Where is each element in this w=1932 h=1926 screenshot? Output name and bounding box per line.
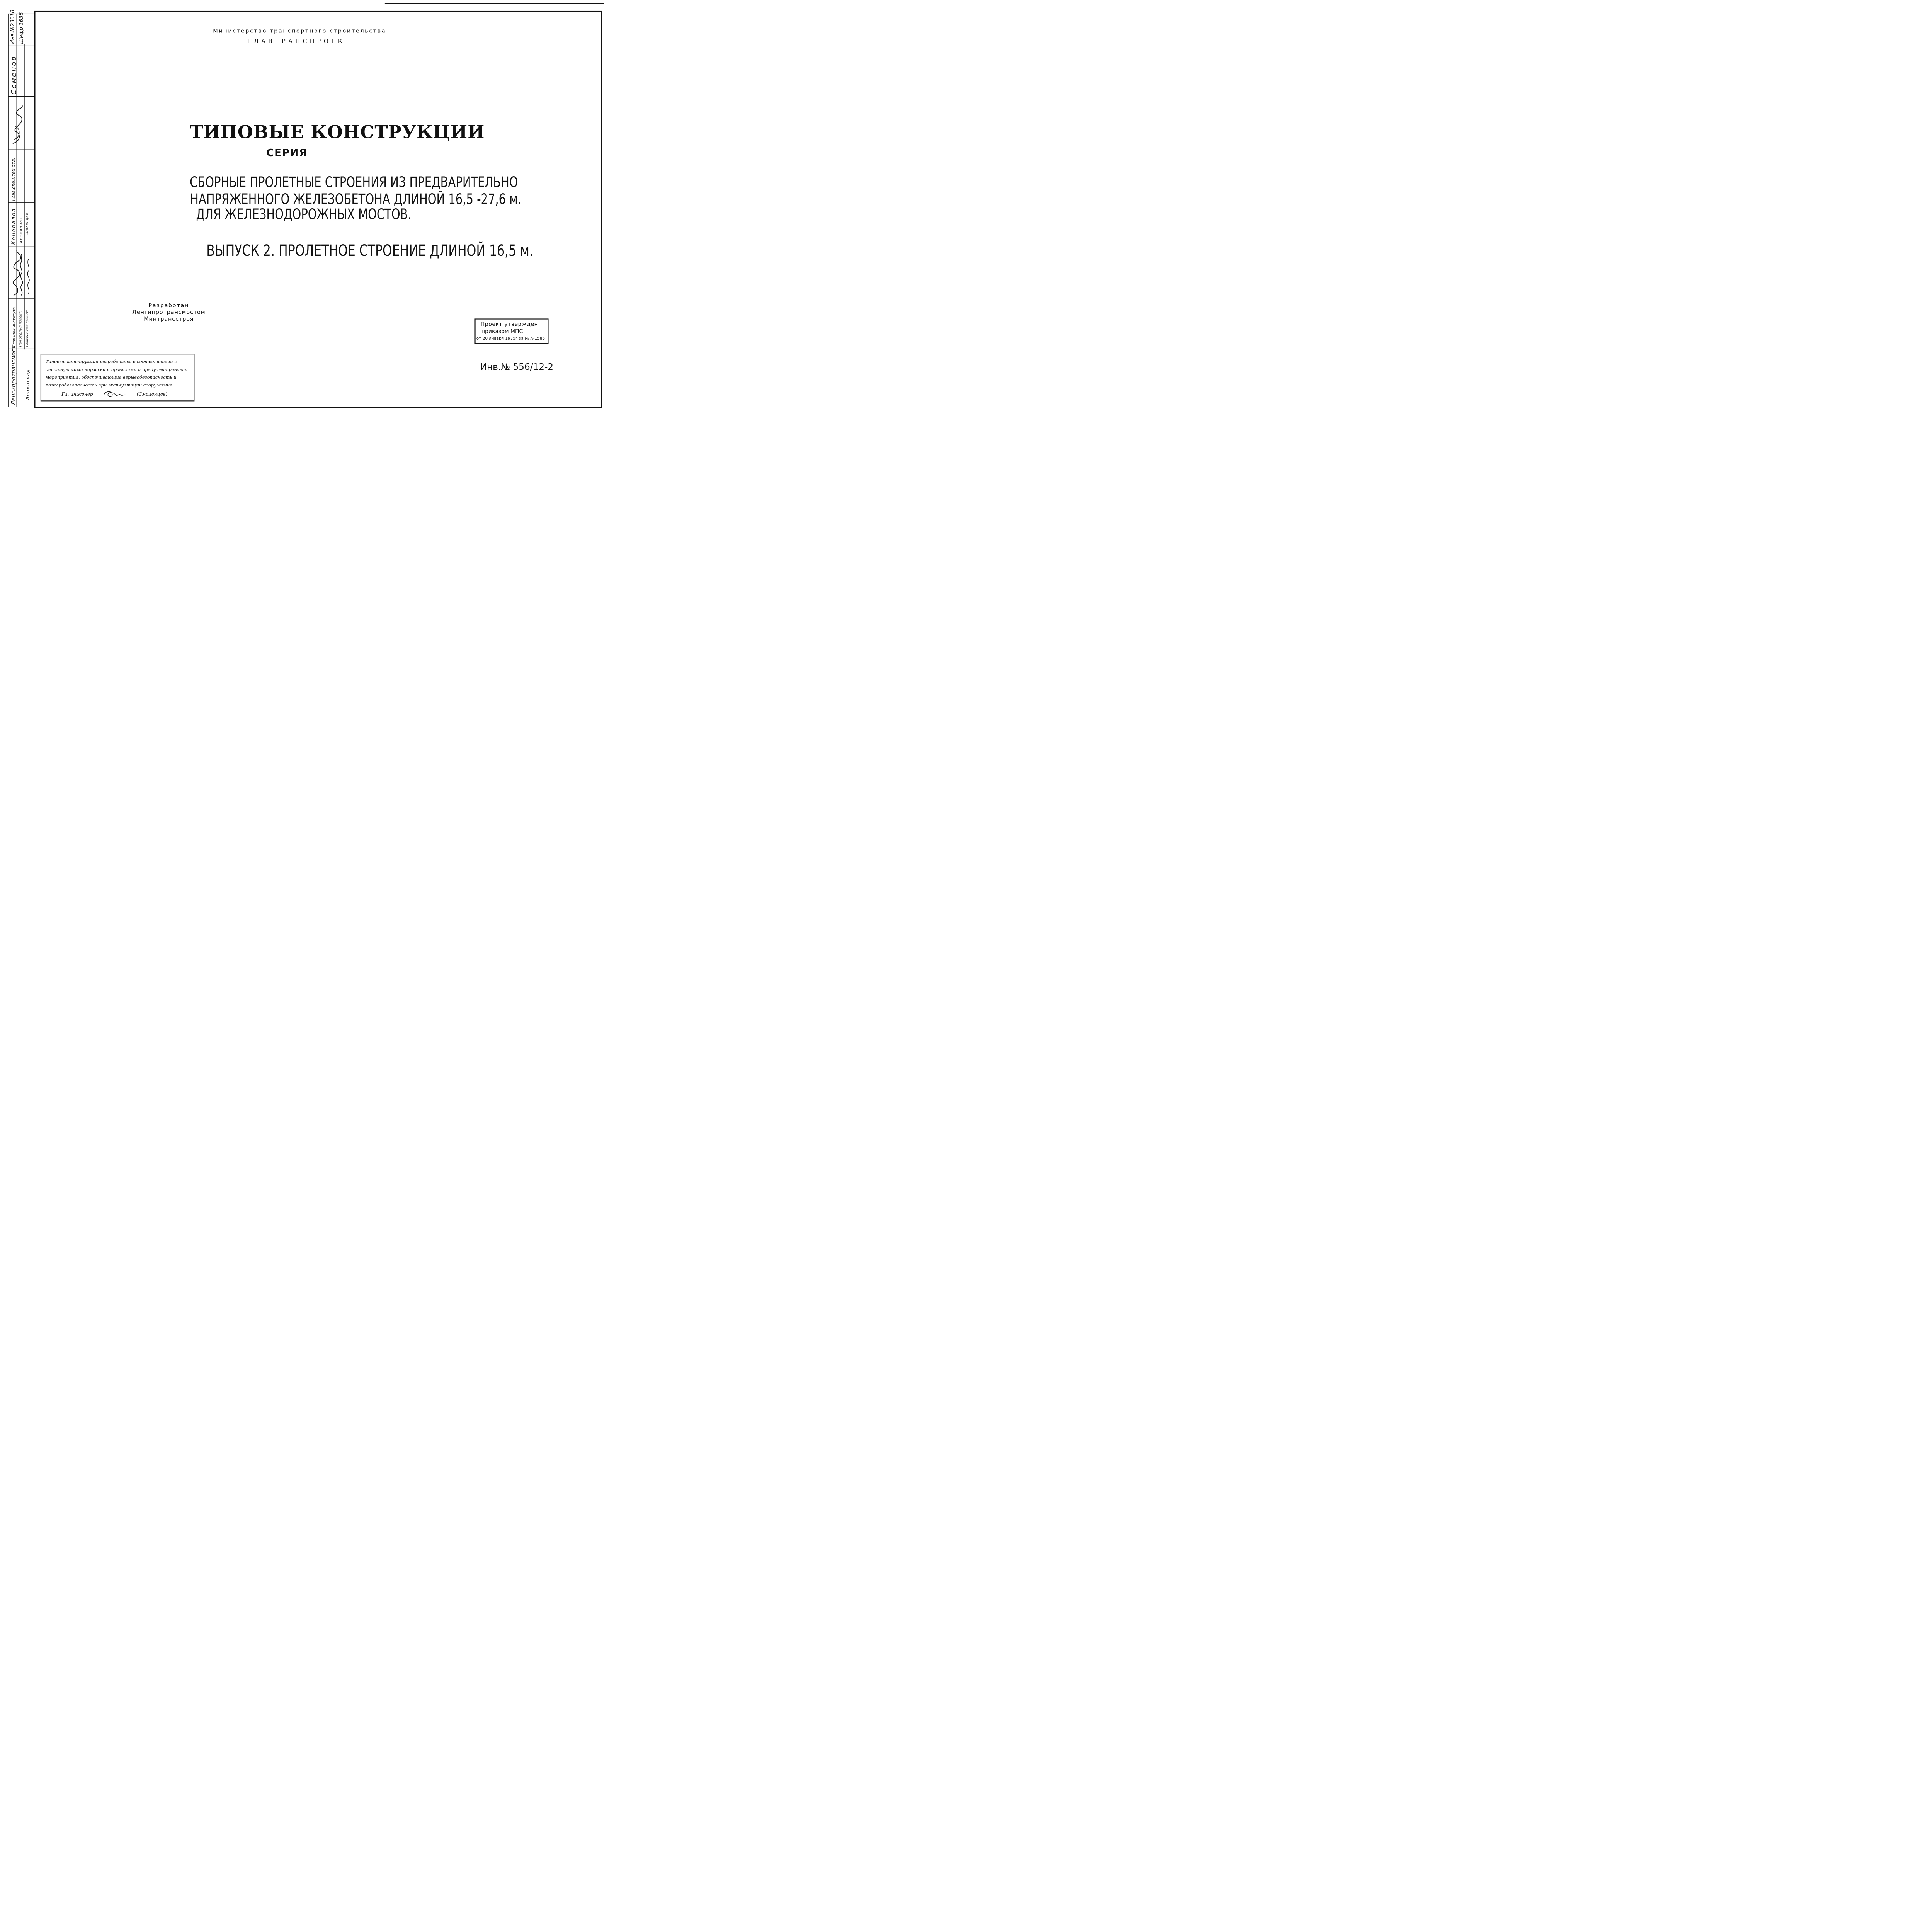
approval-line-1: Проект утвержден (480, 321, 538, 328)
page-title: ТИПОВЫЕ КОНСТРУКЦИИ (190, 121, 485, 143)
note-box (41, 354, 195, 401)
department-name: ГЛАВТРАНСПРОЕКТ (247, 37, 352, 45)
stamp-cipher: Шифр 1635 (18, 12, 24, 44)
series-line-2-wrap (143, 191, 522, 208)
stamp-signature-smolentsev (25, 257, 32, 295)
note-signer-role: Гл. инженер (61, 391, 93, 397)
note-text: Типовые конструкции разработаны в соответствии с действующими нормами и правилами и предусматривают мероприятия, обеспечивающие взрывобезопасность и пожаробезопасность при эксплуатации сооружения. (45, 359, 188, 388)
stamp-signature-artamonov (17, 253, 26, 297)
stamp-position-head-typical-design: Нач.отд.тип.проект. (18, 311, 22, 347)
drawing-sheet (0, 0, 604, 420)
approval-line-3: от 20 января 1975г за № А-1586 (476, 336, 545, 341)
approval-box (474, 318, 548, 344)
stamp-row-2 (8, 96, 35, 97)
stamp-left-border (8, 14, 9, 407)
stamp-signature-semenov (9, 100, 26, 147)
series-line-1: СБОРНЫЕ ПРОЛЕТНЫЕ СТРОЕНИЯ ИЗ ПРЕДВАРИТЕЛЬНО (190, 174, 518, 191)
inventory-number: Инв.№ 556/12-2 (480, 361, 554, 372)
stamp-position-chief-project-engineer: Главный инж.проекта (25, 309, 29, 347)
developer-line-1: Разработан (148, 302, 189, 309)
series-line-3: ДЛЯ ЖЕЛЕЗНОДОРОЖНЫХ МОСТОВ. (196, 206, 412, 223)
series-line-1-wrap (143, 174, 518, 191)
stamp-position-chief-specialist: Глав.спец.тех.отд. (11, 157, 16, 201)
developer-line-2: Ленгипротрансмостом (132, 309, 206, 316)
stamp-name-smolentsev: Смоленцев (25, 213, 29, 236)
stamp-city: Ленинград (25, 369, 31, 400)
stamp-name-konovalov: Коновалов (10, 208, 17, 245)
stamp-row-4 (8, 202, 35, 203)
trim-line (385, 3, 604, 4)
note-signer-name: (Смоленцев) (136, 391, 168, 397)
issue-title: ВЫПУСК 2. ПРОЛЕТНОЕ СТРОЕНИЕ ДЛИНОЙ 16,5 м. (206, 241, 533, 260)
series-line-3-wrap (143, 206, 464, 223)
stamp-position-chief-engineer-institute: Глав.инж.института (12, 307, 16, 347)
stamp-name-artamonov: Артамонов (19, 217, 23, 243)
series-line-2: НАПРЯЖЕННОГО ЖЕЛЕЗОБЕТОНА ДЛИНОЙ 16,5 -27,6 м. (190, 191, 522, 208)
ministry-name: Министерство транспортного строительства (213, 27, 386, 34)
series-label: СЕРИЯ (266, 146, 308, 159)
stamp-inv: Инв.№23618 (9, 10, 15, 44)
stamp-org: Ленгипротрансмост (10, 346, 17, 405)
developer-line-3: Минтрансстроя (144, 315, 194, 322)
stamp-name-semenov: Семенов (10, 55, 18, 95)
approval-line-2: приказом МПС (481, 328, 523, 335)
note-signature (102, 389, 134, 398)
issue-wrap (160, 241, 533, 260)
stamp-row-6 (8, 298, 35, 299)
stamp-col-2 (24, 44, 25, 350)
